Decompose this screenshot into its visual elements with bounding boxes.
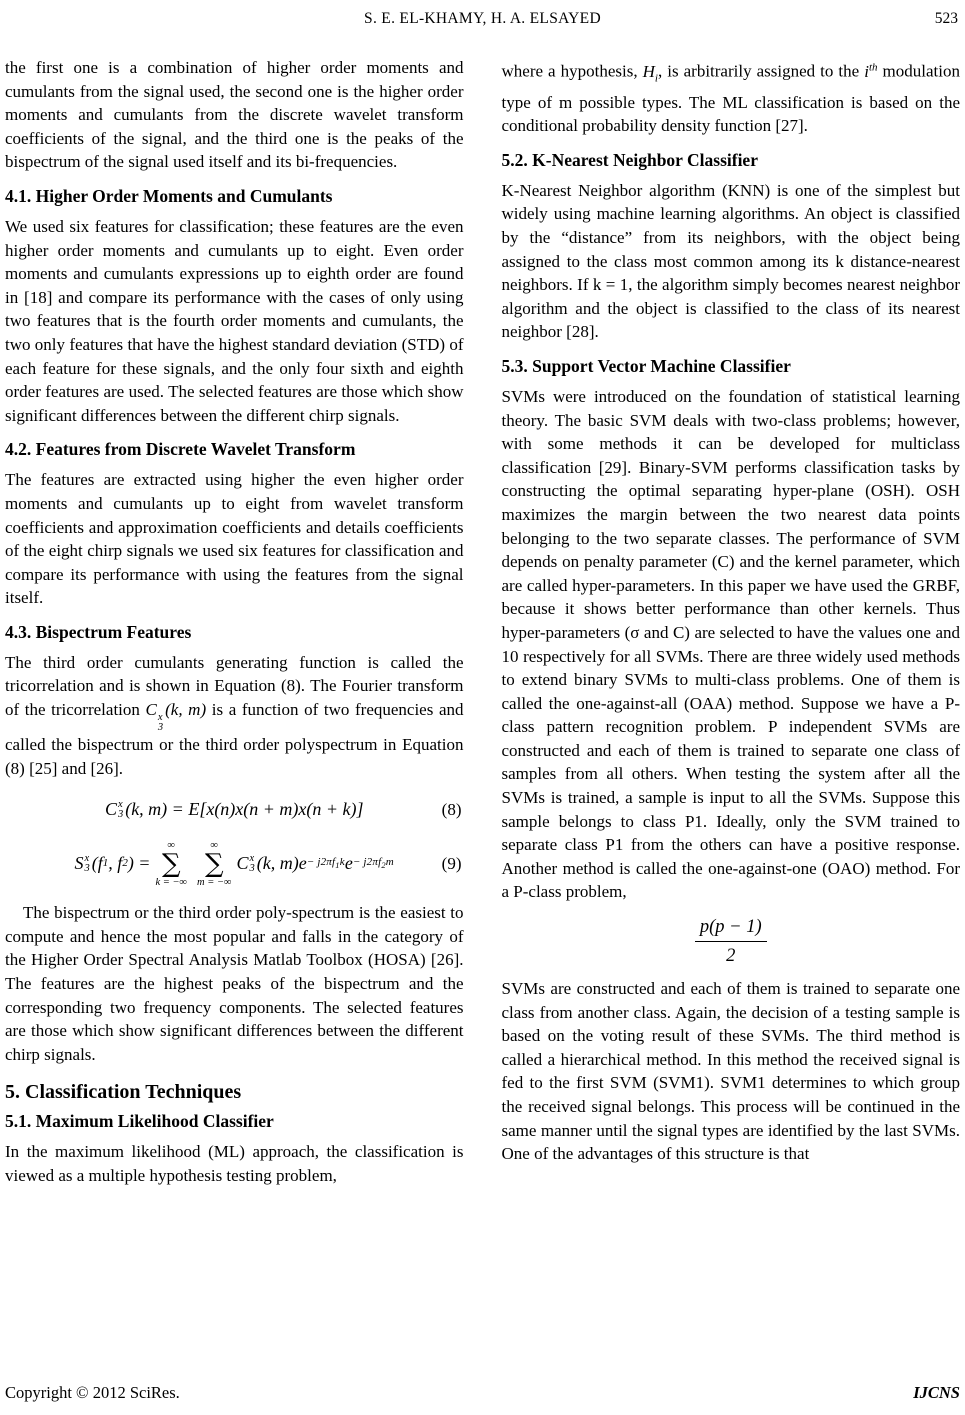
- math-expression: (k, m) = E[x(n)x(n + m)x(n + k)]: [125, 799, 364, 820]
- equation-fraction: [502, 916, 961, 967]
- running-title: S. E. EL-KHAMY, H. A. ELSAYED: [364, 10, 601, 27]
- heading-4-3: 4.3. Bispectrum Features: [5, 621, 192, 642]
- paragraph-5-3: SVMs were introduced on the foundation of statistical learning theory. The basic SVM deals with two-class problems; however, with some methods it can be developed for multiclass classification [29]. Binary-SVM performs classification tasks by constructing the optimal separating hyper-plane (OSH). OSH maximizes the margin between the two nearest data points belonging to the two separate classes. The performance of SVM depends on penalty parameter (C) and the kernel parameter, which are called hyper-parameters. In this paper we have used the GRBF, because it shows better performance than other kernels. Thus hyper-parameters (σ and C) are selected to have the values one and 10 respectively for all SVMs. There are three widely used methods to extend binary SVMs to multi-class problems. One of them is called the one-against-all (OAA) method. Suppose we have a P-class pattern recognition problem. P independent SVMs are constructed and each of them is trained to separate one class of samples from all others. When testing the system after all the SVMs is trained, a sample is input to all the SVMs. Suppose this sample belongs to class P1. Ideally, only the SVM trained to separate class P1 from the others can have a positive response. Another method is called the one-against-one (OAO) method. For a P-class problem,: [501, 386, 960, 902]
- math-symbol: C: [236, 853, 249, 874]
- equation-8: [5, 793, 464, 827]
- math-supsub: x 3: [249, 853, 255, 875]
- math-symbol: C: [104, 799, 117, 820]
- sigma-icon: ∑: [205, 849, 224, 880]
- inline-math-ith: $i^{th}$: [864, 61, 878, 81]
- heading-4-1: 4.1. Higher Order Moments and Cumulants: [5, 185, 333, 206]
- summation-m: ∞ ∑ m = −∞: [197, 840, 232, 889]
- copyright-notice: Copyright © 2012 SciRes.: [5, 1383, 180, 1403]
- two-column-body: [0, 56, 965, 1188]
- left-column: [5, 56, 464, 1188]
- paragraph-4-2: The features are extracted using higher the even higher order moments and cumulants up to eight from wavelet transform coefficients and approximation coefficients and details coefficients of the eight chirp signals we used six features for classification and compare its performance with using the features from the signal itself.: [5, 470, 464, 608]
- heading-5-1: 5.1. Maximum Likelihood Classifier: [5, 1111, 274, 1132]
- sigma-icon: ∑: [161, 849, 181, 880]
- journal-name: IJCNS: [913, 1383, 960, 1403]
- heading-5: 5. Classification Techniques: [5, 1081, 242, 1104]
- heading-5-2: 5.2. K-Nearest Neighbor Classifier: [501, 149, 758, 170]
- paragraph-4-3-text-after: is a function of two frequencies and called the bispectrum or the third order polyspectrum in Equation (8) [25] and [26].: [5, 700, 464, 778]
- heading-5-3: 5.3. Support Vector Machine Classifier: [501, 355, 791, 376]
- math-args: (k, m): [165, 700, 207, 720]
- math-supsub: x 3: [117, 799, 124, 821]
- fraction-p-p-1-over-2: $\frac{p(p - 1)}{2}$: [695, 916, 767, 967]
- equation-9-number: (9): [441, 854, 462, 874]
- math-symbol: e: [344, 853, 353, 874]
- page-number: 523: [934, 10, 958, 27]
- math-supsub: x 3: [157, 712, 164, 734]
- inline-math-hypothesis: $H_i$: [642, 61, 658, 85]
- paragraph-4-1: We used six features for classification; these features are the even higher order moments and cumulants up to eight. Even order moments and cumulants expressions up to eighth order are found in [18] and compare its performance with the cases of only using two features that is the fourth order moments and cumulants, the two only features that have the highest standard deviation (STD) of each feature for these signals, and the only four sixth and eighth order features are used. The selected features are those which show significant differences between the different chirp signals.: [5, 216, 464, 425]
- paragraph-5-1: In the maximum likelihood (ML) approach, the classification is viewed as a multiple hypothesis testing problem,: [5, 1142, 464, 1185]
- equation-9-body: S x 3 (f 1 , f 2 ) = ∞ ∑ k = −∞ ∞ ∑ m = −∞ C x 3 (k, m) e − $j2\pi f_1k$ e − $j2\pi f_2m$: [74, 840, 394, 889]
- paragraph-5-2: K-Nearest Neighbor algorithm (KNN) is one of the simplest but widely using machine learning algorithms. An object is classified by the “distance” from its neighbors, with the object being assigned to the class most common among its k distance-nearest neighbors. If k = 1, the algorithm simply becomes nearest neighbor algorithm and the object is classified to the class of its nearest neighbor [28].: [501, 180, 960, 342]
- math-supsub: x 3: [84, 853, 90, 875]
- equation-8-body: [105, 798, 364, 822]
- math-symbol: e: [298, 853, 307, 874]
- math-symbol: S: [74, 853, 84, 874]
- heading-4-2: 4.2. Features from Discrete Wavelet Transform: [5, 439, 356, 460]
- equation-8-number: (8): [441, 800, 462, 820]
- right-column: [502, 56, 961, 1188]
- paragraph-intro-continuation: the first one is a combination of higher order moments and cumulants from the signal used, the second one is the higher order moments and cumulants from the discrete wavelet transform coefficients of the signal, and the third one is the peaks of the bispectrum of the signal used itself and its bi-frequencies.: [5, 58, 464, 172]
- equation-9: [5, 840, 464, 888]
- paragraph-4-3: [5, 651, 464, 780]
- exponent-1: − $j2\pi f_1k$: [306, 855, 345, 871]
- paragraph-bispectrum: The bispectrum or the third order poly-spectrum is the easiest to compute and hence the most popular and falls in the category of the Higher Order Spectral Analysis Matlab Toolbox (HOSA) [26]. The features are the highest peaks of the bispectrum and the corresponding two frequency components. The selected features are those which show significant differences between the different chirp signals.: [5, 903, 464, 1064]
- inline-math-tricorrelation: [145, 700, 207, 734]
- exponent-2: − $j2\pi f_2m$: [352, 855, 394, 871]
- math-symbol: C: [145, 700, 157, 720]
- paragraph-5-3-continued: SVMs are constructed and each of them is trained to separate one class from another class. Again, the decision of a testing sample is based on the voting result of these SVMs. The third method is called a hierarchical method. In this method the received signal is fed to the first SVM (SVM1). SVM1 determines to which group the received signal belongs. This process will be continued in the same manner until the signal types are identified by the last SVMs. One of the advantages of this structure is that: [501, 979, 960, 1164]
- paragraph-4-3-text-before: The third order cumulants generating function is called the tricorrelation and is shown in Equation (8). The Fourier transform of the tricorrelation: [5, 652, 464, 720]
- page-header: [0, 0, 965, 26]
- page-footer: [5, 1381, 960, 1405]
- paragraph-5-1-continuation: where a hypothesis, $H_i$, is arbitrarily assigned to the $i^{th}$ modulation type of m possible types. The ML classification is based on the conditional probability density function [27].: [501, 61, 960, 136]
- summation-k: ∞ ∑ k = −∞: [155, 840, 188, 889]
